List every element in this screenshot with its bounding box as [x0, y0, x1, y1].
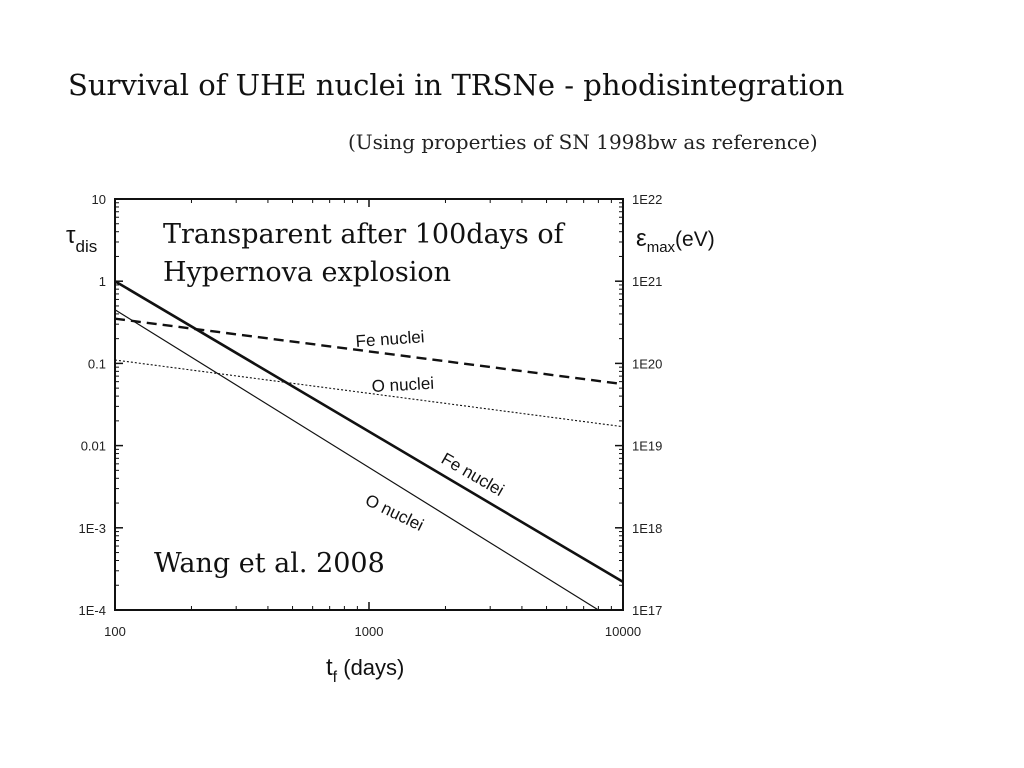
slide-subtitle: (Using properties of SN 1998bw as reference): [348, 130, 818, 154]
y-tick-label: 0.01: [80, 438, 106, 454]
y-tick-label: 10: [91, 192, 106, 207]
y2-tick-label: 1E21: [632, 274, 663, 290]
y-tick-label: 1E-3: [78, 520, 106, 536]
y2-tick-label: 1E19: [632, 438, 663, 454]
annotation-transparent-line2: Hypernova explosion: [163, 257, 452, 288]
y-tick-label: 0.1: [87, 356, 106, 372]
y2-tick-label: 1E20: [632, 356, 663, 372]
series-fe-emax: [115, 319, 623, 384]
label-o-tau: O nuclei: [362, 490, 427, 535]
label-o-emax: O nuclei: [371, 373, 435, 396]
y2-tick-label: 1E18: [632, 520, 663, 536]
y-tick-label: 1: [98, 274, 106, 290]
y2-axis-label: $\varepsilon_{max}(eV)$: [636, 225, 715, 256]
series-o-emax: [115, 360, 623, 427]
y2-tick-label: 1E22: [632, 192, 663, 207]
annotation-transparent-line1: Transparent after 100days of: [163, 219, 564, 250]
x-tick-label: 1000: [354, 624, 384, 639]
label-fe-emax: Fe nuclei: [354, 327, 426, 351]
annotation-reference: Wang et al. 2008: [154, 548, 385, 579]
x-tick-label: 100: [104, 624, 126, 639]
slide-title: Survival of UHE nuclei in TRSNe - phodisintegration: [68, 68, 845, 102]
series-fe-tau: [115, 281, 623, 582]
label-fe-tau: Fe nuclei: [438, 449, 508, 500]
y-axis-label: $\tau_{dis}$: [66, 222, 98, 256]
y-tick-label: 1E-4: [78, 603, 106, 618]
x-axis-label: $t_f$ (days): [326, 654, 405, 686]
y2-tick-label: 1E17: [632, 603, 663, 618]
x-tick-label: 10000: [604, 624, 642, 639]
